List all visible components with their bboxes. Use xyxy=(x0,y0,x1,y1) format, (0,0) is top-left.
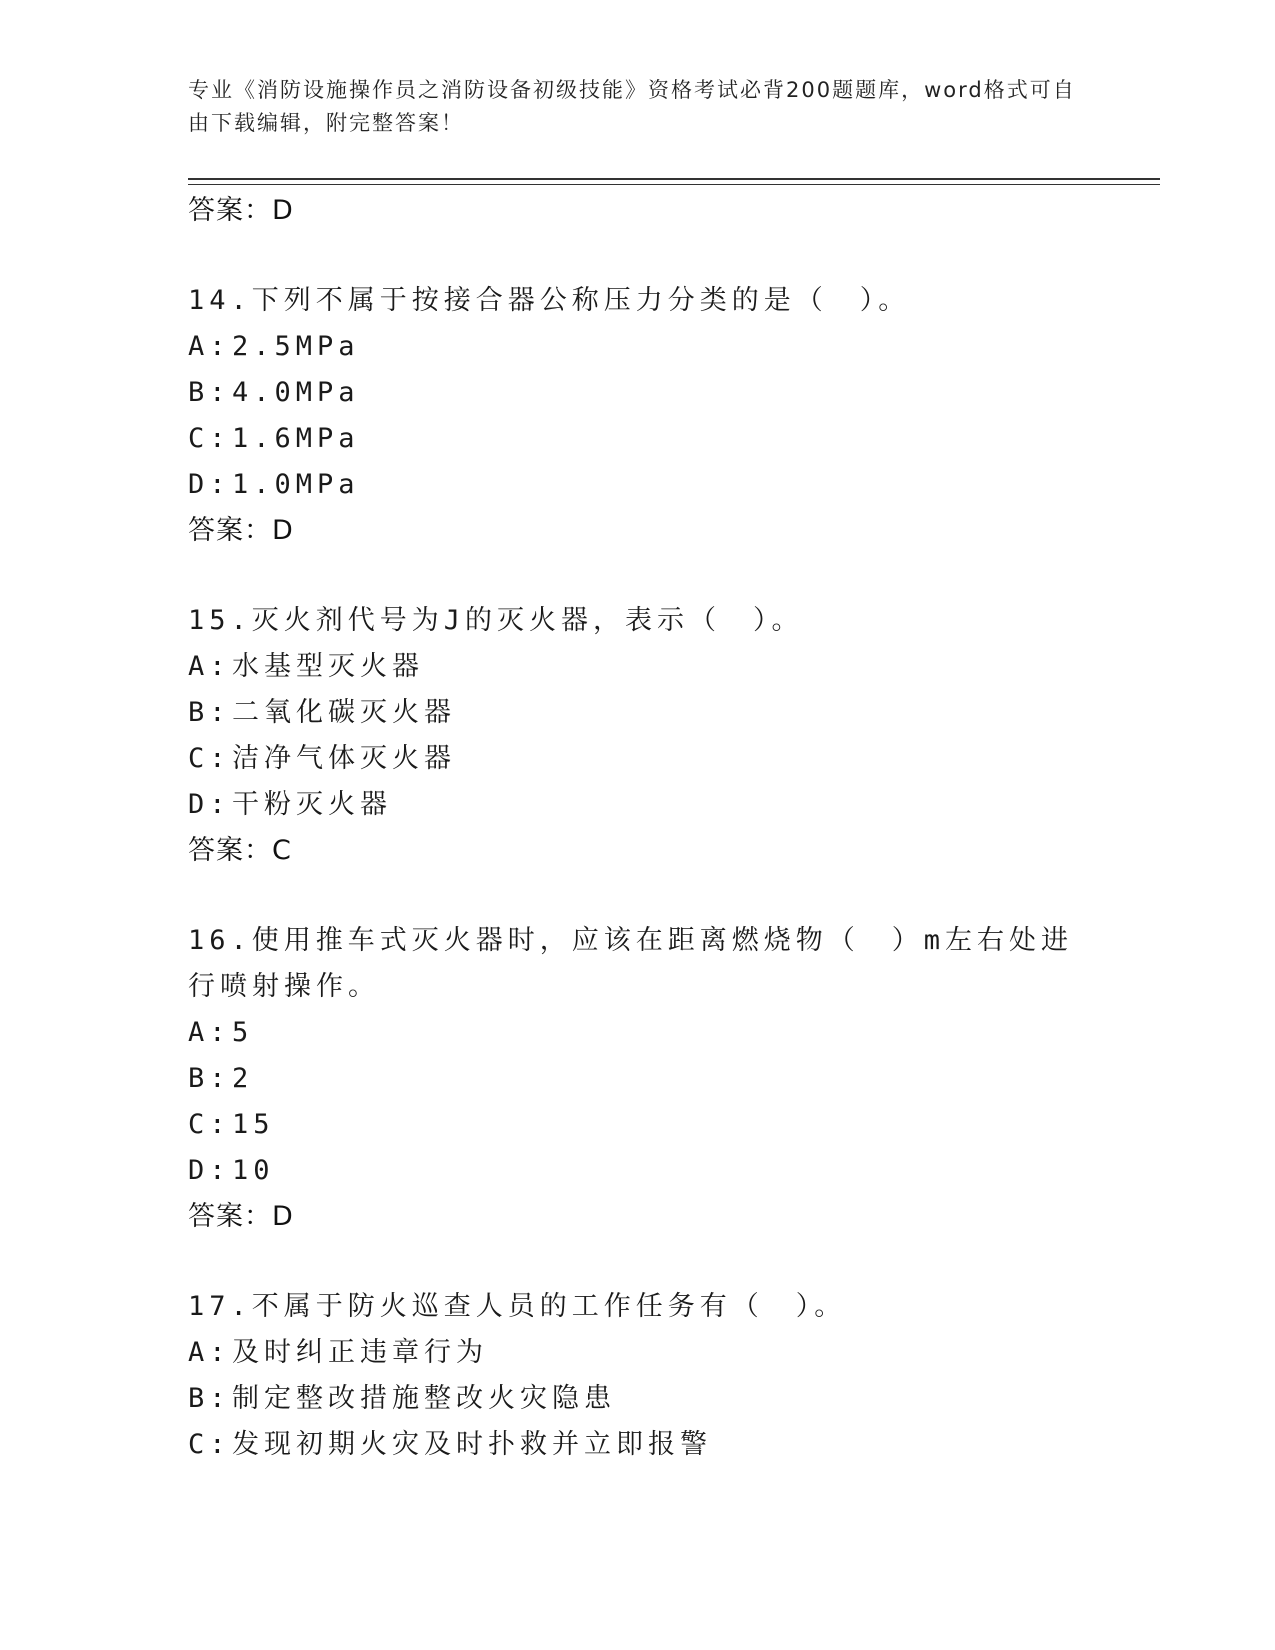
option-text: 干粉灭火器 xyxy=(232,789,392,820)
question-text: 14.下列不属于按接合器公称压力分类的是（ ）。 xyxy=(188,285,911,316)
option-letter: D: xyxy=(188,789,231,820)
document-header: 专业《消防设施操作员之消防设备初级技能》资格考试必背200题题库，word格式可自由下载编辑，附完整答案！ xyxy=(188,78,1076,135)
option-letter: A: xyxy=(188,1337,231,1368)
option-b xyxy=(188,690,1160,736)
option-text: 5 xyxy=(232,1017,254,1048)
option-letter: C: xyxy=(188,743,231,774)
answer-line: 答案：D xyxy=(188,515,294,546)
question-text: 17.不属于防火巡查人员的工作任务有（ ）。 xyxy=(188,1291,847,1322)
option-letter: D: xyxy=(188,1155,231,1186)
option-d xyxy=(188,782,1160,828)
option-text: 制定整改措施整改火灾隐患 xyxy=(232,1383,616,1414)
question-text: 15.灭火剂代号为J的灭火器，表示（ ）。 xyxy=(188,605,804,636)
option-text: 发现初期火灾及时扑救并立即报警 xyxy=(232,1429,712,1460)
option-letter: C: xyxy=(188,1109,231,1140)
question-block-16 xyxy=(188,918,1160,1240)
option-letter: B: xyxy=(188,697,231,728)
option-text: 水基型灭火器 xyxy=(232,651,424,682)
answer-line: 答案：D xyxy=(188,1201,294,1232)
option-text: 2 xyxy=(232,1063,254,1094)
option-letter: A: xyxy=(188,1017,231,1048)
option-c xyxy=(188,1102,1160,1148)
option-letter: C: xyxy=(188,1429,231,1460)
option-text: 二氧化碳灭火器 xyxy=(232,697,456,728)
option-text: 2.5MPa xyxy=(232,331,360,362)
option-b xyxy=(188,1056,1160,1102)
option-text: 洁净气体灭火器 xyxy=(232,743,456,774)
header-divider-thin xyxy=(188,184,1160,185)
option-text: 15 xyxy=(232,1109,275,1140)
answer-line: 答案：C xyxy=(188,835,292,866)
question-block-14 xyxy=(188,278,1160,554)
answer-line: 答案：D xyxy=(188,195,294,226)
header-divider-thick xyxy=(188,178,1160,180)
option-d xyxy=(188,462,1160,508)
option-a xyxy=(188,644,1160,690)
option-letter: A: xyxy=(188,651,231,682)
option-letter: C: xyxy=(188,423,231,454)
option-letter: B: xyxy=(188,1383,231,1414)
option-text: 4.0MPa xyxy=(232,377,360,408)
question-text: 16.使用推车式灭火器时，应该在距离燃烧物（ ）m左右处进行喷射操作。 xyxy=(188,925,1074,1002)
option-a xyxy=(188,1010,1160,1056)
question-block-17 xyxy=(188,1284,1160,1468)
option-letter: D: xyxy=(188,469,231,500)
option-text: 10 xyxy=(232,1155,275,1186)
option-c xyxy=(188,736,1160,782)
option-letter: B: xyxy=(188,1063,231,1094)
document-content xyxy=(188,188,1160,1468)
option-b xyxy=(188,370,1160,416)
option-letter: B: xyxy=(188,377,231,408)
option-text: 1.0MPa xyxy=(232,469,360,500)
option-text: 及时纠正违章行为 xyxy=(232,1337,488,1368)
option-a xyxy=(188,324,1160,370)
question-block-15 xyxy=(188,598,1160,874)
option-d xyxy=(188,1148,1160,1194)
option-c xyxy=(188,416,1160,462)
option-letter: A: xyxy=(188,331,231,362)
option-text: 1.6MPa xyxy=(232,423,360,454)
option-c xyxy=(188,1422,1160,1468)
option-b xyxy=(188,1376,1160,1422)
option-a xyxy=(188,1330,1160,1376)
